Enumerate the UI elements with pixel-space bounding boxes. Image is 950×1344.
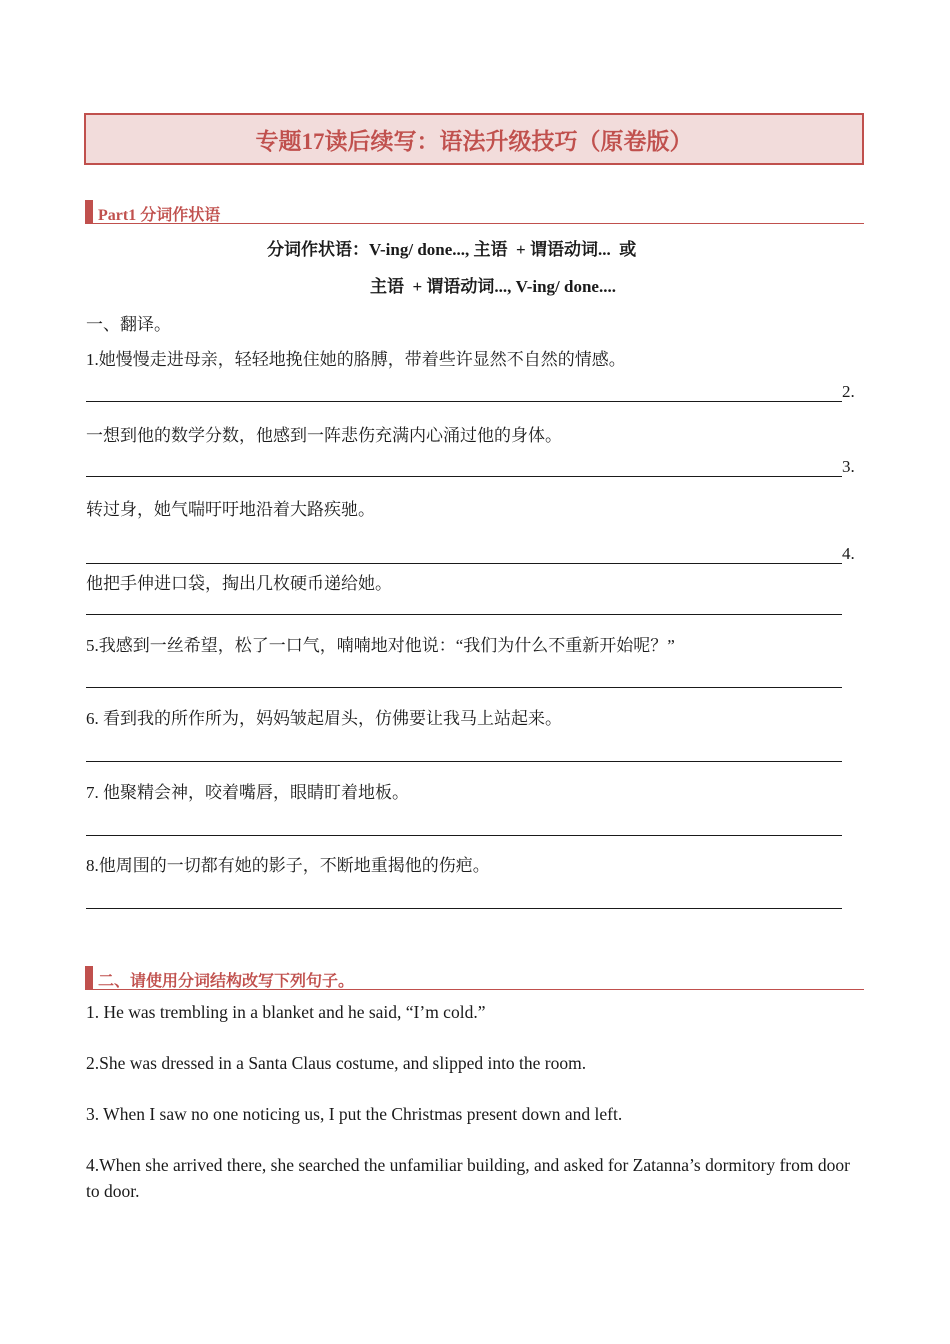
rewrite-item-3: 3. When I saw no one noticing us, I put the Christmas present down and left. — [86, 1104, 623, 1124]
translate-item-6: 6. 看到我的所作所为，妈妈皱起眉头，仿佛要让我马上站起来。 — [86, 709, 562, 728]
page-title: 专题17读后续写：语法升级技巧（原卷版） — [255, 128, 693, 154]
item-number-4: 4. — [842, 544, 855, 563]
part1-heading-label: Part1 分词作状语 — [98, 207, 221, 224]
translate-item-2: 一想到他的数学分数，他感到一阵悲伤充满内心涌过他的身体。 — [86, 426, 562, 445]
translate-item-3: 转过身，她气喘吁吁地沿着大路疾驰。 — [86, 500, 375, 519]
formula-line-2: 主语 + 谓语动词..., V-ing/ done.... — [370, 277, 616, 296]
translate-item-1: 1.她慢慢走进母亲，轻轻地挽住她的胳膊，带着些许显然不自然的情感。 — [86, 350, 626, 369]
answer-line-2[interactable] — [86, 476, 842, 477]
rewrite-item-4: 4.When she arrived there, she searched the unfamiliar building, and asked for Zatanna’s dormitory from door to door. — [86, 1155, 850, 1201]
part1-heading — [85, 200, 864, 224]
answer-line-5[interactable] — [86, 687, 842, 688]
translate-item-7: 7. 他聚精会神，咬着嘴唇，眼睛盯着地板。 — [86, 783, 409, 802]
item-number-2: 2. — [842, 382, 855, 401]
answer-line-3[interactable] — [86, 563, 842, 564]
answer-line-7[interactable] — [86, 835, 842, 836]
part2-heading — [85, 966, 864, 990]
answer-line-1[interactable] — [86, 401, 842, 402]
translate-item-5: 5.我感到一丝希望，松了一口气，喃喃地对他说：“我们为什么不重新开始呢？” — [86, 636, 675, 655]
answer-line-4[interactable] — [86, 614, 842, 615]
answer-line-6[interactable] — [86, 761, 842, 762]
item-number-3: 3. — [842, 457, 855, 476]
translate-item-8: 8.他周围的一切都有她的影子，不断地重揭他的伤疤。 — [86, 856, 490, 875]
page-title-box — [84, 113, 864, 165]
answer-line-8[interactable] — [86, 908, 842, 909]
rewrite-item-1: 1. He was trembling in a blanket and he said, “I’m cold.” — [86, 1002, 486, 1022]
part2-heading-label: 二、请使用分词结构改写下列句子。 — [98, 973, 355, 990]
section-title-translate: 一、翻译。 — [86, 315, 171, 334]
heading-bar — [85, 200, 93, 223]
rewrite-item-2: 2.She was dressed in a Santa Claus costume, and slipped into the room. — [86, 1053, 587, 1073]
translate-item-4: 他把手伸进口袋，掏出几枚硬币递给她。 — [86, 574, 392, 593]
heading-bar — [85, 966, 93, 989]
formula-line-1: 分词作状语：V-ing/ done..., 主语 + 谓语动词... 或 — [267, 240, 637, 259]
